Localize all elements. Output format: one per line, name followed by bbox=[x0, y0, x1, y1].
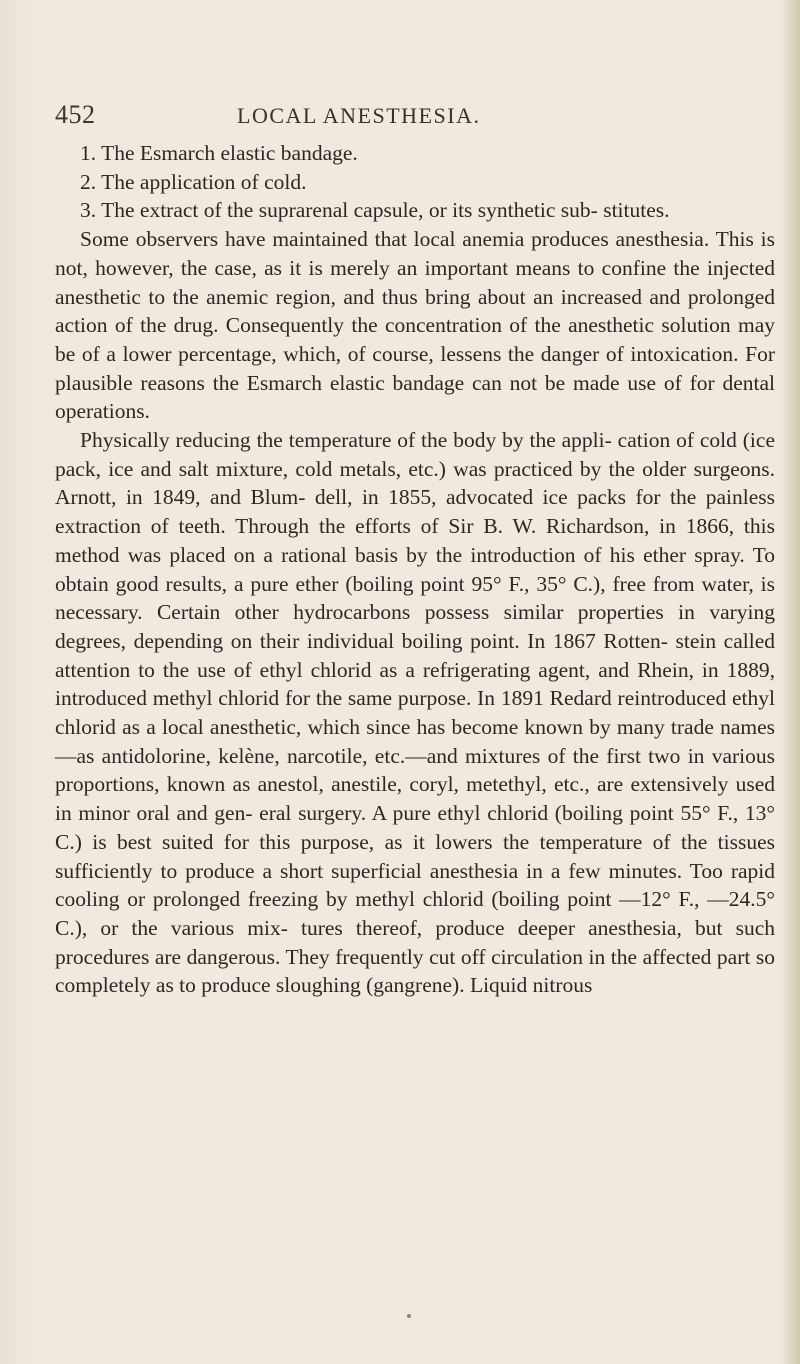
body-text bbox=[55, 139, 775, 1000]
list-item: 2. The application of cold. bbox=[80, 169, 307, 194]
paragraph: Physically reducing the temperature of the body by the appli- cation of cold (ice pack, ice and salt mixture, cold metals, etc.) was practiced by the older surgeons. Arnott, in 1849, and Blum- dell, in 1855, advocated ice packs for the painless extraction of teeth. Through the efforts of Sir B. W. Richardson, in 1866, this method was placed on a rational basis by the introduction of his ether spray. To obtain good results, a pure ether (boiling point 95° F., 35° C.), free from water, is necessary. Certain other hydrocarbons possess similar properties in varying degrees, depending on their individual boiling point. In 1867 Rotten- stein called attention to the use of ethyl chlorid as a refrigerating agent, and Rhein, in 1889, introduced methyl chlorid for the same purpose. In 1891 Redard reintroduced ethyl chlorid as a local anesthetic, which since has become known by many trade names—as antidolorine, kelène, narcotile, etc.—and mixtures of the first two in various proportions, known as anestol, anestile, coryl, metethyl, etc., are extensively used in minor oral and gen- eral surgery. A pure ethyl chlorid (boiling point 55° F., 13° C.) is best suited for this purpose, as it lowers the temperature of the tissues sufficiently to produce a short superficial anesthesia in a few minutes. Too rapid cooling or prolonged freezing by methyl chlorid (boiling point —12° F., —24.5° C.), or the various mix- tures thereof, produce deeper anesthesia, but such procedures are dangerous. They frequently cut off circulation in the affected part so completely as to produce sloughing (gangrene). Liquid nitrous bbox=[55, 428, 775, 998]
running-head: LOCAL ANESTHESIA. bbox=[237, 103, 481, 128]
page-header bbox=[55, 100, 755, 140]
paper-speck bbox=[407, 1314, 411, 1318]
page-number: 452 bbox=[55, 100, 96, 129]
paragraph: Some observers have maintained that local anemia produces anesthesia. This is not, however, the case, as it is merely an important means to confine the injected anesthetic to the anemic region, and thus bring about an increased and prolonged action of the drug. Consequently the concentration of the anesthetic solution may be of a lower percentage, which, of course, lessens the danger of intoxication. For plausible reasons the Esmarch elastic bandage can not be made use of for dental operations. bbox=[55, 227, 775, 424]
list-item: 1. The Esmarch elastic bandage. bbox=[80, 141, 358, 165]
page-edge-shadow bbox=[782, 0, 800, 1364]
list-item: 3. The extract of the suprarenal capsule, or its synthetic sub- stitutes. bbox=[80, 198, 670, 223]
